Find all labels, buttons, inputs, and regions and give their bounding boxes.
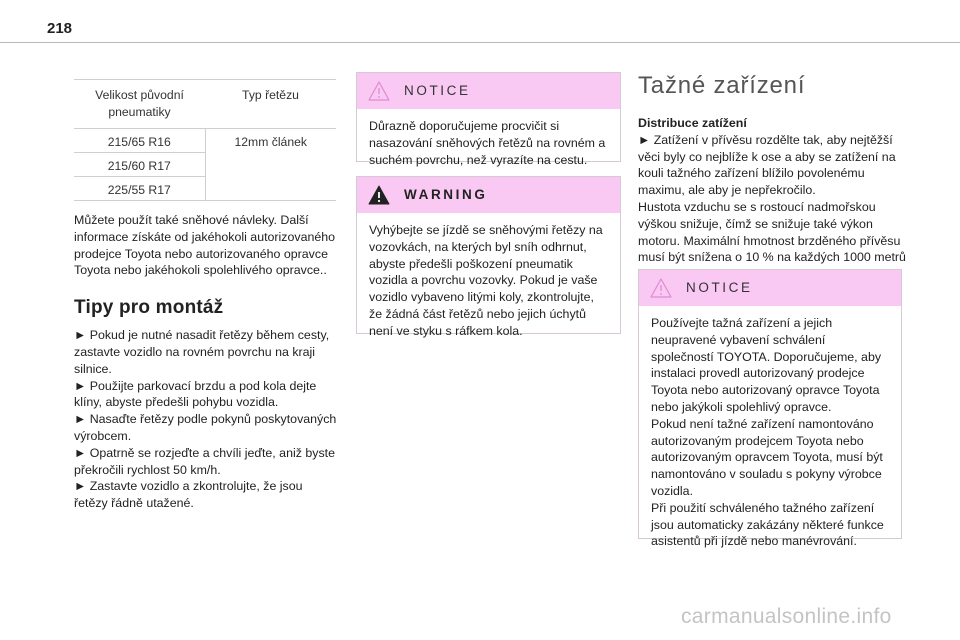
tyre-chain-table bbox=[74, 79, 336, 201]
list-item: ► Nasaďte řetězy podle pokynů poskytovaných výrobcem. bbox=[74, 412, 337, 443]
header-divider bbox=[0, 42, 960, 43]
warning-triangle-icon bbox=[368, 185, 390, 205]
notice-text: Důrazně doporučujeme procvičit si nasazování sněhových řetězů na rovném a suchém povrchu, než vyrazíte na cestu. bbox=[369, 119, 606, 167]
tips-list bbox=[74, 327, 339, 512]
snow-socks-note: Můžete použít také sněhové návleky. Další informace získáte od jakéhokoli autorizovaného prodejce Toyota nebo autorizovaného opravce Toyota nebo jakéhokoli spolehlivého opravce.. bbox=[74, 213, 336, 278]
table-header-row bbox=[74, 80, 336, 129]
chain-type-cell: 12mm článek bbox=[205, 129, 336, 201]
towing-heading: Tažné zařízení bbox=[638, 72, 806, 99]
table-row bbox=[74, 129, 336, 153]
list-item: ► Zatížení v přívěsu rozdělte tak, aby nejtěžší věci byly co nejblíže k ose a aby se zatížení na kouli tažného zařízení blížilo povolenému maximu, ale aby je nepřekročilo. bbox=[638, 132, 896, 198]
caution-triangle-icon bbox=[650, 278, 672, 298]
list-item: ► Zastavte vozidlo a zkontrolujte, že jsou řetězy řádně utažené. bbox=[74, 479, 303, 511]
tyre-size-cell: 225/55 R17 bbox=[74, 177, 205, 201]
list-item: ► Použijte parkovací brzdu a pod kola dejte klíny, abyste předešli pohybu vozidla. bbox=[74, 378, 317, 410]
notice-header bbox=[357, 73, 620, 109]
watermark: carmanualsonline.info bbox=[681, 605, 892, 628]
caution-triangle-icon bbox=[368, 81, 390, 101]
page-number: 218 bbox=[47, 20, 73, 37]
warning-header bbox=[357, 177, 620, 213]
left-column bbox=[74, 79, 339, 512]
notice-header bbox=[639, 270, 901, 306]
notice-paragraph: Pokud není tažné zařízení namontováno autorizovaným prodejcem Toyota nebo autorizovaným opravcem Toyota, musí být namontováno v souladu s pokyny výrobce vozidla. bbox=[651, 416, 883, 498]
load-distribution-subheading: Distribuce zatížení bbox=[638, 116, 747, 130]
tyre-size-cell: 215/60 R17 bbox=[74, 153, 205, 177]
list-item: ► Opatrně se rozjeďte a chvíli jeďte, aniž byste překročili rychlost 50 km/h. bbox=[74, 445, 335, 477]
right-column bbox=[638, 72, 908, 283]
notice-title: NOTICE bbox=[404, 83, 471, 98]
tips-heading: Tipy pro montáž bbox=[74, 297, 224, 319]
warning-text: Vyhýbejte se jízdě se sněhovými řetězy na vozovkách, na kterých byl sníh odhrnut, abyste předešli poškození pneumatik vozidla a povrchu vozovky. Pokud je vaše vozidlo vybaveno litými koly, zkontrolujte, že žádná část řetězů nebo jejich úchytů není ve styku s ráfkem kola. bbox=[369, 223, 603, 338]
notice-box-towing bbox=[638, 269, 902, 549]
header-chain-type: Typ řetězu bbox=[205, 80, 336, 129]
notice-paragraph: Používejte tažná zařízení a jejich neupravené vybavení schválení společností TOYOTA. Doporučujeme, aby instalaci provedl autorizovaný prodejce Toyota nebo autorizovaný opravce Toyota nebo jakýkoli spolehlivý opravce. bbox=[651, 316, 882, 414]
notice-paragraph: Při použití schváleného tažného zařízení jsou automaticky zakázány některé funkce asistentů při jízdě nebo manévrování. bbox=[651, 500, 884, 549]
notice-box-chains bbox=[356, 72, 621, 167]
list-item: ► Pokud je nutné nasadit řetězy během cesty, zastavte vozidlo na rovném povrchu na kraji silnice. bbox=[74, 328, 330, 376]
altitude-paragraph: Hustota vzduchu se s rostoucí nadmořskou výškou snižuje, čímž se snižuje také výkon motoru. Maximální hmotnost brzděného přívěsu musí být snížena o 10 % na každých 1000 metrů bbox=[638, 199, 906, 265]
tyre-size-cell: 215/65 R16 bbox=[74, 129, 205, 153]
notice-title: NOTICE bbox=[686, 280, 753, 295]
header-tyre-size: Velikost původní pneumatiky bbox=[74, 80, 205, 129]
warning-title: WARNING bbox=[404, 187, 488, 202]
towing-text bbox=[638, 115, 908, 283]
warning-box bbox=[356, 176, 621, 338]
notice-text bbox=[639, 306, 901, 560]
